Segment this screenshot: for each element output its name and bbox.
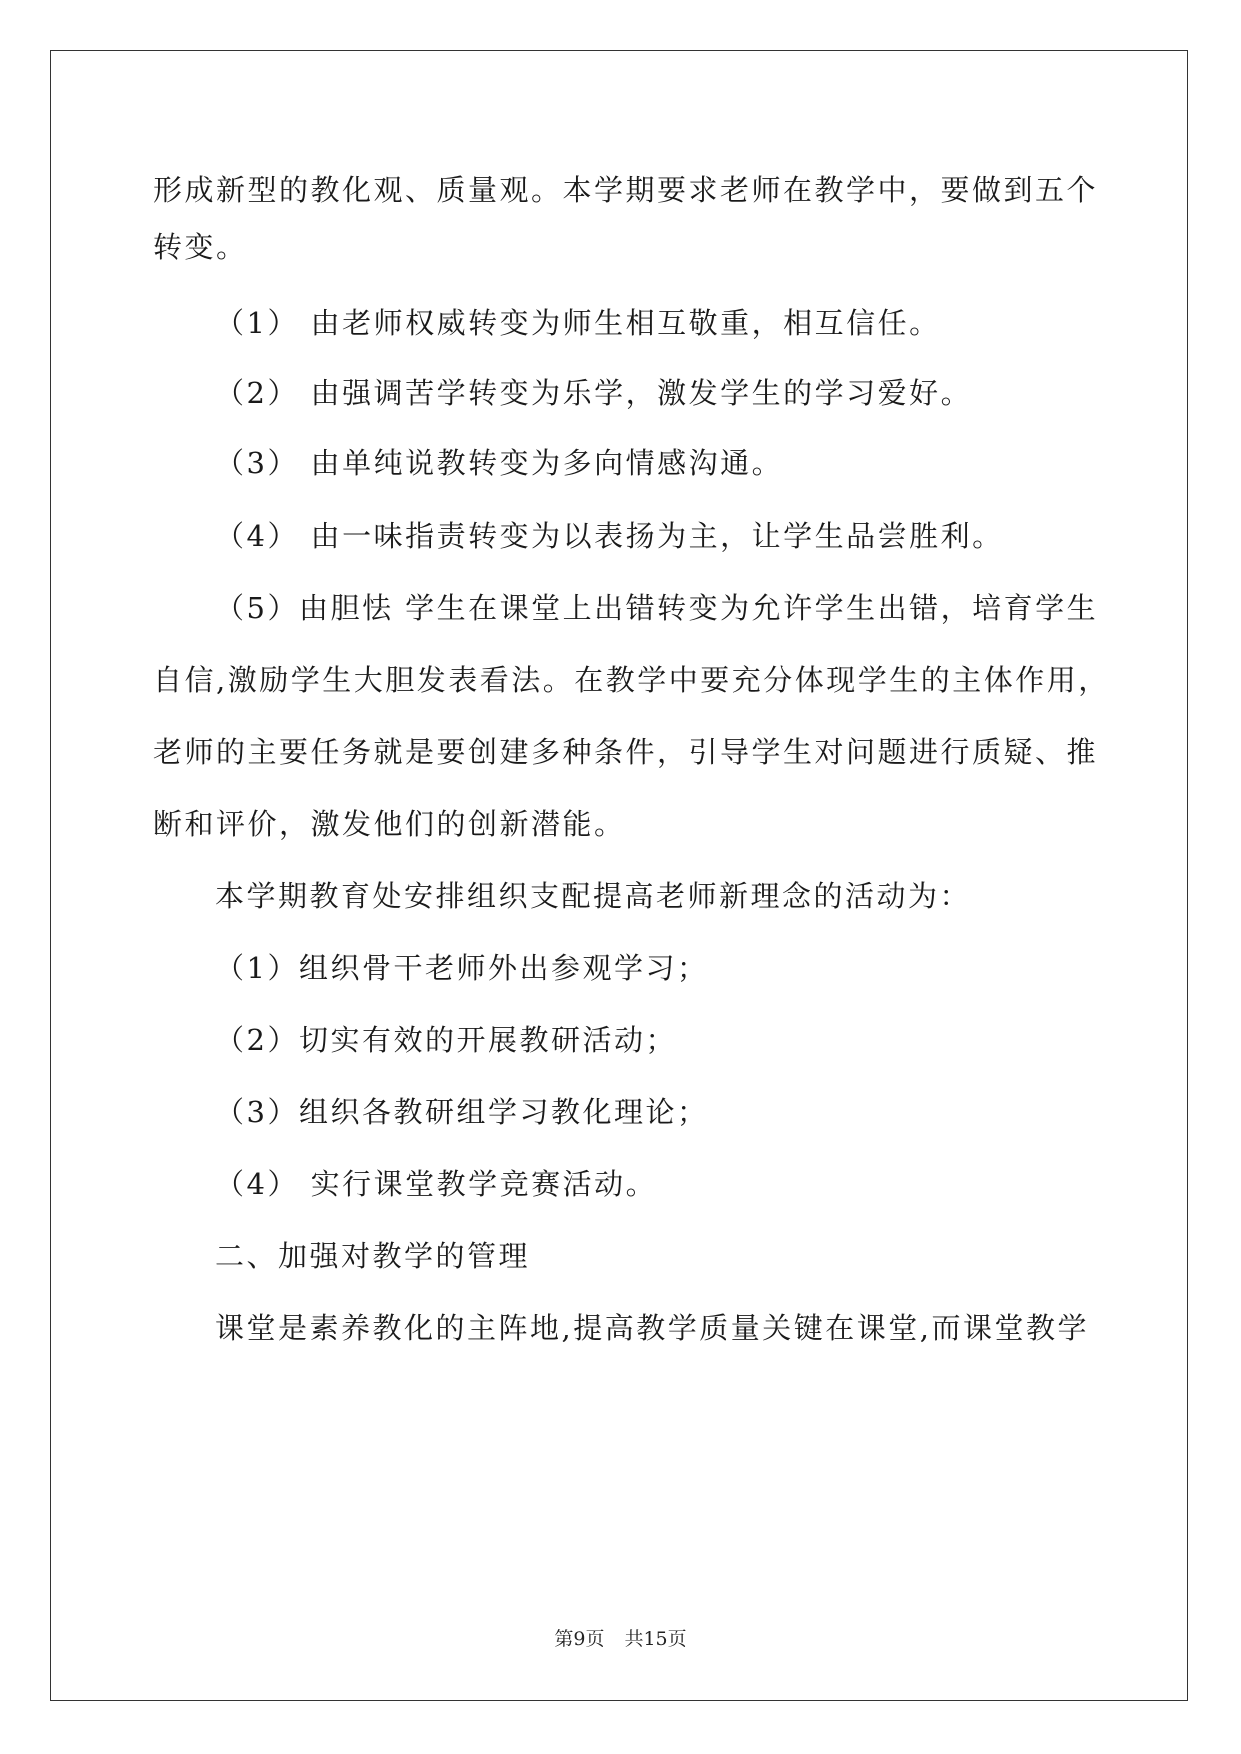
text-line: 自信,激励学生大胆发表看法。在教学中要充分体现学生的主体作用， bbox=[153, 663, 1110, 697]
list-item: （1）组织骨干老师外出参观学习； bbox=[215, 951, 709, 985]
list-item: （4） 实行课堂教学竞赛活动。 bbox=[215, 1167, 658, 1201]
text-line: 断和评价，激发他们的创新潜能。 bbox=[153, 807, 626, 841]
text-line: 老师的主要任务就是要创建多种条件，引导学生对问题进行质疑、推 bbox=[153, 735, 1099, 769]
page-total: 共15页 bbox=[624, 1628, 687, 1650]
text-line: 形成新型的教化观、质量观。本学期要求老师在教学中，要做到五个 bbox=[153, 173, 1099, 207]
list-item: （3）组织各教研组学习教化理论； bbox=[215, 1095, 709, 1129]
list-item: （2） 由强调苦学转变为乐学，激发学生的学习爱好。 bbox=[215, 376, 973, 410]
list-item: （3） 由单纯说教转变为多向情感沟通。 bbox=[215, 446, 784, 480]
list-item: （4） 由一味指责转变为以表扬为主，让学生品尝胜利。 bbox=[215, 519, 1004, 553]
text-line: 本学期教育处安排组织支配提高老师新理念的活动为： bbox=[215, 879, 972, 913]
list-item: （5）由胆怯 学生在课堂上出错转变为允许学生出错，培育学生 bbox=[215, 591, 1099, 625]
list-item: （2）切实有效的开展教研活动； bbox=[215, 1023, 677, 1057]
text-line: 转变。 bbox=[153, 230, 248, 264]
page-footer bbox=[0, 1627, 1241, 1651]
list-item: （1） 由老师权威转变为师生相互敬重，相互信任。 bbox=[215, 306, 941, 340]
text-line: 课堂是素养教化的主阵地,提高教学质量关键在课堂,而课堂教学 bbox=[215, 1311, 1089, 1345]
section-heading: 二、加强对教学的管理 bbox=[215, 1239, 531, 1273]
page-number: 第9页 bbox=[554, 1628, 605, 1650]
